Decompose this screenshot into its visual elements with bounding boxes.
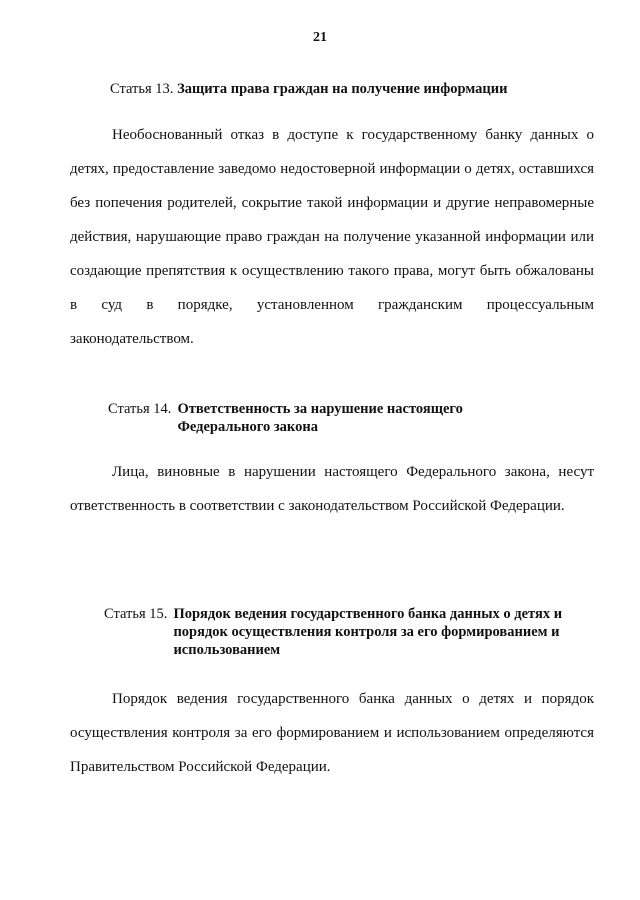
article-14-text: Лица, виновные в нарушении настоящего Федерального закона, несут ответственность в соответствии с законодательством Российской Федерации. (70, 464, 594, 514)
article-15-title: Порядок ведения государственного банка данных о детях и порядок осуществления контроля за его формированием и использованием (173, 606, 563, 658)
article-14-title: Ответственность за нарушение настоящего Федерального закона (177, 401, 463, 435)
page-number: 21 (313, 30, 327, 45)
article-13-title: Защита права граждан на получение информации (177, 81, 508, 97)
article-15-label: Статья 15. (104, 606, 168, 622)
article-13-text: Необоснованный отказ в доступе к государственному банку данных о детях, предоставление заведомо недостоверной информации о детях, оставшихся без попечения родителей, сокрытие такой информации и другие неправомерные действия, нарушающие право граждан на получение указанной информации или создающие препятствия к осуществлению такого права, могут быть обжалованы в суд в порядке, установленном гражданским процессуальным законодательством. (70, 127, 594, 347)
article-14-heading (108, 400, 508, 436)
article-15-text: Порядок ведения государственного банка данных о детях и порядок осуществления контроля за его формированием и использованием определяются Правительством Российской Федерации. (70, 691, 594, 775)
article-13-heading (110, 80, 610, 98)
article-14-label: Статья 14. (108, 401, 172, 417)
article-15-heading (104, 605, 594, 659)
article-13-label: Статья 13. (110, 81, 174, 97)
